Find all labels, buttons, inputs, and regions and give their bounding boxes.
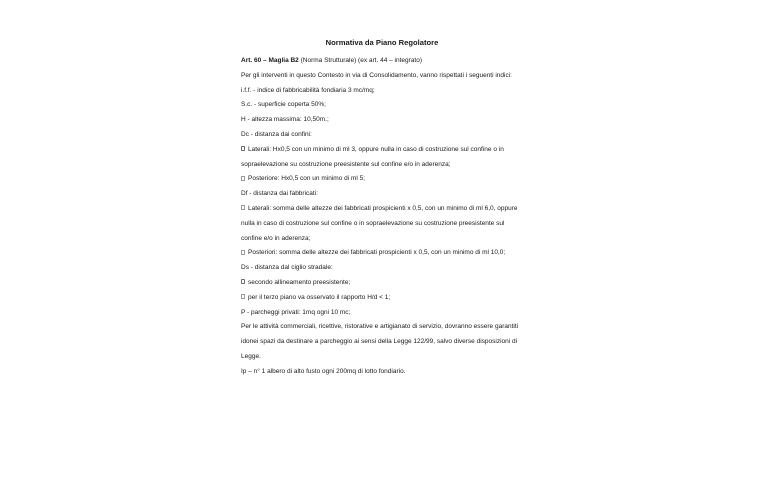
index-line: H - altezza massima: 10,50m.;: [241, 116, 329, 124]
index-line: i.f.f. - indice di fabbricabilità fondiaria 3 mc/mq;: [241, 86, 375, 94]
list-item-text: Laterali: somma delle altezze dei fabbricati prospicienti x 0,5, con un minimo di ml 6,0, oppure: [248, 204, 518, 212]
square-bullet-icon: [241, 250, 245, 255]
list-item-text: Posteriori: somma delle altezze dei fabbricati prospicienti x 0,5, con un minimo di ml 10,0;: [248, 249, 506, 257]
paragraph-line: idonei spazi da destinare a parcheggio ai sensi della Legge 122/99, salvo diverse disposizioni di: [241, 338, 518, 346]
paragraph-line: Ip – n° 1 albero di alto fusto ogni 200mq di lotto fondiario.: [241, 367, 406, 375]
index-line: Dc - distanza dai confini:: [241, 130, 312, 138]
paragraph-line: Per le attività commerciali, ricettive, ristorative e artigianato di servizio, dovranno essere garantiti: [241, 323, 519, 331]
paragraph-line: sopraelevazione su costruzione preesistente sul confine e/o in aderenza;: [241, 160, 451, 168]
list-item-text: per il terzo piano va osservato il rapporto H/d < 1;: [248, 293, 391, 301]
list-item: [241, 246, 531, 261]
document-title: Normativa da Piano Regolatore: [325, 38, 439, 47]
paragraph-line: nulla in caso di costruzione sul confine o in sopraelevazione su costruzione preesistente sul: [241, 219, 505, 227]
list-item-text: secondo allineamento preesistente;: [248, 278, 351, 286]
paragraph-line: Per gli interventi in questo Contesto in via di Consolidamento, vanno rispettati i seguenti indici:: [241, 71, 512, 79]
paragraph-line: Legge.: [241, 352, 261, 360]
article-type: (Norma Strutturale) (ex art. 44 – integrato): [298, 57, 422, 64]
square-bullet-icon: [241, 176, 245, 181]
index-line: S.c. - superficie coperta 50%;: [241, 101, 326, 109]
index-line: P - parcheggi privati: 1mq ogni 10 mc;: [241, 308, 351, 316]
list-item: [241, 202, 531, 217]
document-page: [241, 38, 531, 380]
list-item: [241, 276, 531, 291]
list-item: [241, 172, 531, 187]
index-line: Ds - distanza dal ciglio stradale:: [241, 264, 333, 272]
list-item: [241, 291, 531, 306]
list-item-text: Posteriore: Hx0,5 con un minimo di ml 5;: [248, 175, 366, 183]
checkbox-bullet-icon: [241, 279, 245, 284]
paragraph-line: confine e/o in aderenza;: [241, 234, 311, 242]
article-heading: [241, 54, 531, 69]
checkbox-bullet-icon: [241, 146, 245, 151]
square-bullet-icon: [241, 205, 245, 210]
square-bullet-icon: [241, 294, 245, 299]
article-reference: Art. 60 – Maglia B2: [241, 57, 299, 64]
list-item: [241, 143, 531, 158]
list-item-text: Laterali: Hx0,5 con un minimo di ml 3, oppure nulla in caso di costruzione sul confine o in: [248, 145, 504, 153]
index-line: Df - distanza dai fabbricati:: [241, 190, 318, 198]
